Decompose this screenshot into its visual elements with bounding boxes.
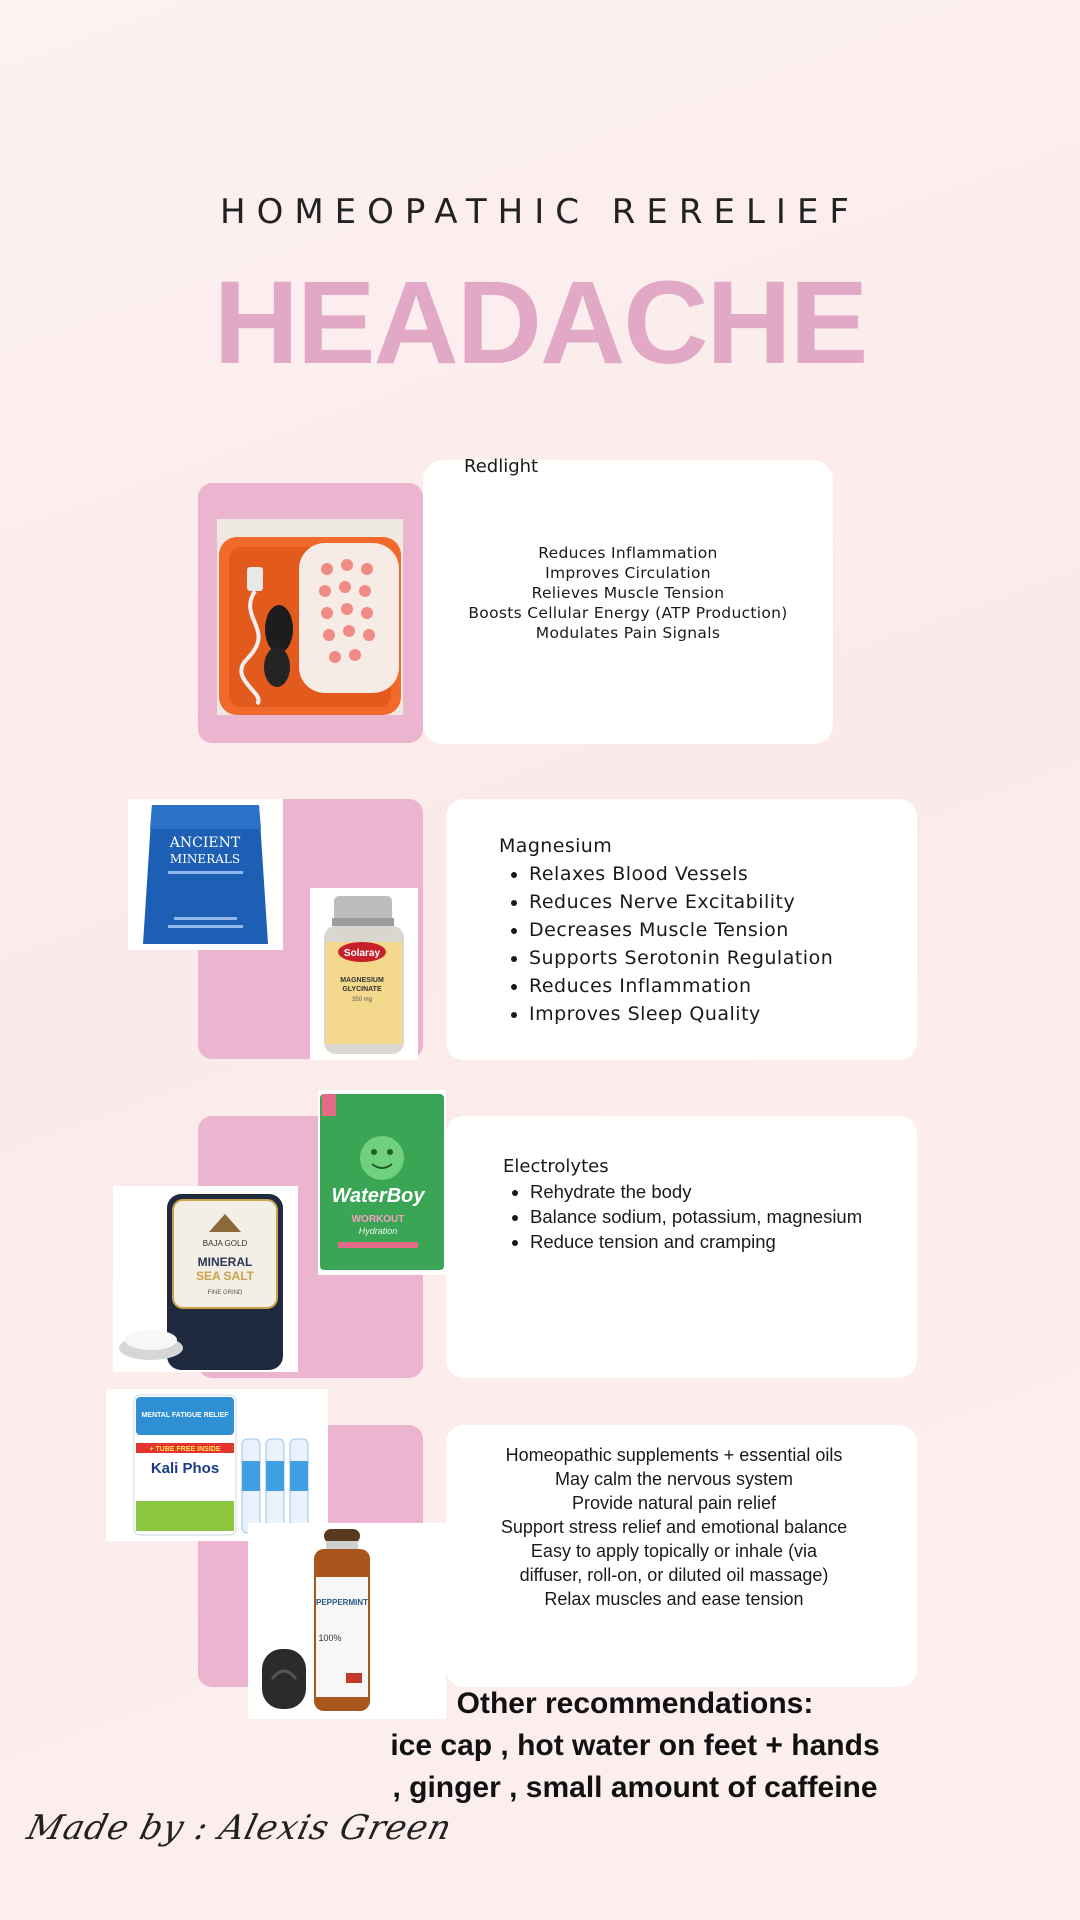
solaray-dose: 350 mg	[351, 997, 373, 1003]
ancient-minerals-bag-image	[128, 799, 283, 950]
peppermint-name: PEPPERMINT	[315, 1598, 369, 1607]
peppermint-pct: 100%	[318, 1633, 342, 1643]
list-item: Relieves Muscle Tension	[531, 584, 725, 602]
other-recommendations-list: ice cap , hot water on feet + hands , ginger , small amount of caffeine	[390, 1729, 880, 1804]
page-title: HEADACHE	[213, 257, 867, 389]
list-item: Homeopathic supplements + essential oils	[505, 1445, 843, 1465]
kali-top: MENTAL FATIGUE RELIEF	[141, 1412, 229, 1419]
svg-text:MAGNESIUM: MAGNESIUM	[340, 977, 384, 984]
baja-sub: FINE GRIND	[207, 1290, 243, 1296]
list-item: May calm the nervous system	[554, 1469, 794, 1489]
author-signature: Made by : Alexis Green	[23, 1808, 457, 1848]
list-item: • Reduce tension and cramping	[530, 1229, 862, 1254]
section-magnesium-title: Magnesium	[499, 835, 613, 857]
list-item: Relax muscles and ease tension	[544, 1589, 804, 1609]
list-item: Improves Circulation	[545, 564, 711, 582]
section-electrolytes-list	[506, 1179, 862, 1254]
kali-name: Kali Phos	[150, 1460, 220, 1477]
waterboy-pouch-image	[318, 1090, 446, 1275]
list-item: • Rehydrate the body	[530, 1179, 862, 1204]
section-redlight-list	[423, 543, 833, 643]
list-item: • Supports Serotonin Regulation	[529, 944, 833, 972]
section-electrolytes-title: Electrolytes	[503, 1156, 609, 1177]
svg-text:GLYCINATE: GLYCINATE	[342, 986, 382, 993]
list-item: • Balance sodium, potassium, magnesium	[530, 1204, 862, 1229]
list-item: • Reduces Inflammation	[529, 972, 833, 1000]
list-item: Easy to apply topically or inhale (via diffuser, roll-on, or diluted oil massage)	[519, 1541, 829, 1585]
list-item: • Reduces Nerve Excitability	[529, 888, 833, 916]
section-redlight-title: Redlight	[464, 456, 539, 477]
list-item: • Relaxes Blood Vessels	[529, 860, 833, 888]
other-recommendations	[385, 1683, 885, 1809]
list-item: Boosts Cellular Energy (ATP Production)	[468, 604, 788, 622]
redlight-device-image	[217, 519, 403, 715]
section-supplements-list	[500, 1443, 848, 1611]
baja-brand: BAJA GOLD	[202, 1239, 248, 1248]
solaray-magnesium-bottle-image	[310, 888, 418, 1060]
list-item: Reduces Inflammation	[538, 544, 718, 562]
baja-name: MINERAL	[197, 1255, 253, 1269]
kali-badge: + TUBE FREE INSIDE	[149, 1446, 221, 1453]
page-subtitle: HOMEOPATHIC RERELIEF	[220, 192, 860, 232]
ancient-minerals-brand: ANCIENT	[169, 835, 241, 851]
list-item: Provide natural pain relief	[571, 1493, 777, 1513]
waterboy-sub: WORKOUT	[351, 1214, 405, 1225]
list-item: • Improves Sleep Quality	[529, 1000, 833, 1028]
kali-phos-package-image	[106, 1389, 328, 1541]
solaray-brand: Solaray	[343, 948, 381, 959]
waterboy-sub2: Hydration	[358, 1226, 398, 1236]
list-item: Support stress relief and emotional balance	[500, 1517, 848, 1537]
list-item: Modulates Pain Signals	[535, 624, 721, 642]
waterboy-brand: WaterBoy	[331, 1185, 425, 1207]
other-recommendations-heading: Other recommendations:	[456, 1687, 814, 1720]
baja-name2: SEA SALT	[195, 1269, 255, 1283]
list-item: • Decreases Muscle Tension	[529, 916, 833, 944]
ancient-minerals-line2: MINERALS	[169, 852, 241, 866]
section-magnesium-list	[505, 860, 833, 1028]
baja-gold-sea-salt-image	[113, 1186, 298, 1372]
